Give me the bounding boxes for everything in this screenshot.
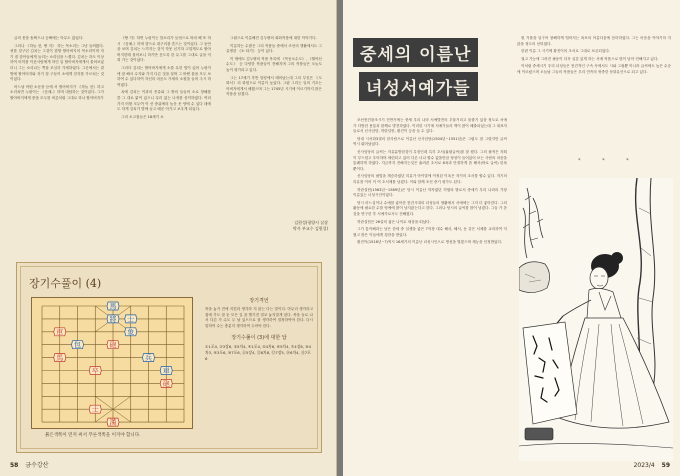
chess-proverb-text: 묵을 놓기 전에 지킴과 생각하 지 않는 다는 말이다. 아무리 생각하고 집에 가도 잘 둔 모든 길 을 빨기전 결코 놓지말게 된다. 묵을 들로 나서 다른 가 수도 두 날 있으므로 잘 생각하여 결정하여야 한다. 다시 말하여 수는 충분히 생각하여 두어야 한다. <box>205 307 313 328</box>
svg-text:漢: 漢 <box>109 418 117 427</box>
chess-answer-moves: ①1포4, ②3장6, ③5차4, ④1포4, ⑤4차6, ⑥5차4, ⑦4장6, ⑧4차3, ⑨3포6, ⑩7포6, ⑪5장4, ⑫6차8, ⑬7장5, ⑭6차4, ⑮7포6 <box>205 344 312 362</box>
title-line-2: 녀성서예가들 <box>359 72 478 101</box>
woman-writing-illustration <box>519 178 673 461</box>
paragraph: 《땅 지》하면 누렁이는 말소리가 들녘으로 따라 해 또 하 시 《음매-》하며 향으로 대구리를 흔드는 것이었다. 그 동안을 보며 김치는 느끼지는 것이 자못 신기하 고맙게도로 할아버지한테 물어보니 하기만 웃도록 한 무그를 그대로 글을 익혀 가는 것이었다. <box>117 36 211 63</box>
paragraph: 이 밖에도 김두량의 작품 목록에 《목동오수도》, 《월야산수도》 등 다양한 작품들이 전해지며 그의 작품들은 오늘도 높이 평가되고 있다. <box>226 56 322 72</box>
section-divider: * * * <box>578 158 639 164</box>
chess-piece-red <box>54 327 66 336</box>
chess-proverb-heading: 장기격언 <box>249 298 269 304</box>
issue-label: 2023/4 <box>633 462 655 469</box>
svg-text:卒: 卒 <box>91 367 99 375</box>
svg-text:兵: 兵 <box>145 354 152 363</box>
paragraph: 당시 마느질이나 수예를 좋아한 봉건시대의 녀성들의 생활에서 서예에는 그저 더 좋아한다. 그의 활동에 필요한 수를 영예에 많이 남지않는다고 한다. 그러나 당시의 글씨를 많이 남겼다. 그들 가 쓴 것을 연구한 후 서예가로서도 전해졌다. <box>353 200 507 216</box>
author-signature <box>293 220 328 232</box>
article-title <box>353 38 503 106</box>
chess-piece-blue <box>107 314 119 323</box>
svg-text:砲: 砲 <box>162 379 170 388</box>
right-footer <box>634 462 670 469</box>
chess-piece-blue <box>125 327 137 336</box>
chess-piece-red <box>89 405 101 414</box>
chess-caption: 붉은색쪽이 먼저 써서 푸른색쪽을 이겨야 합니다. <box>45 433 141 438</box>
paragraph: 그러 소고집들은 18세기 소 <box>121 114 164 119</box>
chess-piece-blue <box>72 340 84 349</box>
calligrapher-illustration <box>519 178 673 461</box>
chess-piece-blue <box>125 314 137 323</box>
right-page <box>343 0 680 476</box>
svg-text:砲: 砲 <box>109 341 117 350</box>
svg-text:將: 將 <box>109 315 117 324</box>
chess-piece-red <box>107 340 119 349</box>
left-text-col-1 <box>10 36 104 236</box>
title-line-1: 중세의 이름난 <box>353 38 478 67</box>
paragraph: 황진이(1516년~?)역시 16세기의 이름난 녀성시인으로 명성을 떨쳤으며 재능을 인정받았다. <box>357 240 503 245</box>
chess-piece-blue <box>160 366 172 375</box>
paragraph: 원 거품을 일구어 창해하게 떨어지는 폭포의 아름다움에 음미하였다. 그는 마음을 이야기하 지 않을 정도의 선비였다. <box>517 36 671 46</box>
chess-board-grid <box>32 298 194 430</box>
chess-piece-red <box>160 379 172 388</box>
paragraph: 권고 가능에 그려진 필둥이 더욱 실감 있게 하는 서예 작품으로 많이 남아 전해지고 있다. <box>521 56 659 61</box>
svg-text:車: 車 <box>162 367 170 375</box>
left-page <box>0 0 337 476</box>
paragraph: 어느날 어떤 소문을 듣에 서 할아버지가 《하늘 천》하고 소리치면 누렁이는 《음매-》하며 대답하는 것이었다. 그가 할아버지에게 묻을 모두를 버릇처럼 그대로 하나 할아버지가 <box>10 84 104 100</box>
paragraph: 그림으로 이름해진 김두량의 회화작품에 대한 이야기다. <box>230 36 317 40</box>
svg-text:士: 士 <box>91 405 99 414</box>
svg-text:士: 士 <box>127 315 135 324</box>
paragraph: 이처럼 중세시기 우리 녀성들은 봉건적인 구속 속에서도 시와 그림뿐 아니라 글씨에도 높은 수준에 이르렀으며 오늘날 그들의 작품들은 우리 민족의 귀중한 문화유산으로 되고 있다. <box>517 64 671 74</box>
chess-board <box>31 297 193 429</box>
page-number: 58 <box>10 462 19 469</box>
chess-puzzle-title: 장기수풀이 (4) <box>29 277 102 290</box>
right-text-col-1 <box>353 118 507 448</box>
svg-text:馬: 馬 <box>109 302 117 311</box>
paragraph: 그러나 《하늘 천, 땅 지》 하는 목소리는 그냥 들려왔다. 귀를 강구던 김치는 그것이 곁방 할아버지의 목소리이며 자기 집 한아들에게 들리는 소리임을 느꼈다. 김치는 하도 이상하여 어허를 이웃사람에게 하인 일 할아버지에게서 물어보았더니 그는 소리나는 쪽을 조심히 가세하였다. 그곳에서는 곁방에 할아버지와 자기 집 구들이 소에게 천자를 가르치는 것이었다. <box>10 43 104 82</box>
chess-puzzle-box <box>16 262 322 453</box>
chess-piece-red <box>54 354 66 363</box>
chess-piece-blue <box>107 302 119 311</box>
paragraph: 그는 17세기 후반 밀양에서 태어났는데 그의 부친은 《도화서》의 화원으로 이름이 높았다. 그림 그리는 일의 기초는 아버지에게서 배웠으며 그는 1745년 시기에 이르기까지 많은 작품을 남겼다. <box>226 75 322 97</box>
paragraph: 신사임당의 필법을 계승하였던 리유가 아이말에 이정된 이옥은 자기의 초서를 할수 있다. 자기의 리유를 이어 이 여 초서체를 남겼다. 이와 함께 조선 중기 평가도 된다. <box>353 174 507 184</box>
chess-answer-heading: 장기수풀이 (3)에 대한 답 <box>231 335 287 342</box>
right-text-col-2 <box>517 36 671 154</box>
paragraph: 허란설헌은 26살의 젊은 나이로 세상을 떠났다. <box>357 219 431 224</box>
svg-text:馬: 馬 <box>56 354 64 363</box>
left-text-col-3 <box>226 36 322 216</box>
svg-text:象: 象 <box>127 328 135 337</box>
svg-text:包: 包 <box>74 341 81 350</box>
paragraph: 조선봉건왕조시기 전반기에는 중세 우리 나라 서예발전의 우물거리고 물줄기 있을 정도로 서예가 다방한 용통과 함께로 발전하였다. 이러한 시기에 서예가들의 책이 많이 배출되었는데 그 대표자들로서 신사임당, 허란설헌, 황진이 등을 들 수 있다. <box>353 118 507 134</box>
magazine-label: 금수강산 <box>25 462 49 469</box>
paragraph: 그가 통이해과는 남은 한세 중 설생을 좋은 7억장 대수 해서, 해서, 동 같은 서체를 교의하여 익혔고 많은 이들에게 칭찬을 받았다. <box>353 227 507 237</box>
chess-piece-blue <box>143 353 155 362</box>
paragraph: 그러다 김치는 할아버지에게 소를 무한 법이 있어 누렁이에 잘 해서 수지와 가지 다른 것을 살며 그 바뀐 물을 모두 보하여 수 있다하여 자신의 마음도 가세의 소원을 들어 주시 하여였다. <box>117 65 211 87</box>
paragraph: 당대 시서화3절의 한사람으로 이름난 신사임당(1504년~1551년)은 그림도 잘 그렸지만 글씨 역시 뛰어났었다. <box>353 136 507 147</box>
paragraph: 신사임당의 글씨는 자유분방한것이 특징인데 특히 초서(흘림글씨)를 잘 썼다. 그의 필적은 자획이 부드럽고 우아하며 세련되고 있어 다른 너나 할수 없을만큼 정성이 들어있어 보는 사람의 마음을 통쾌하게 하였다. 지금까지 전해지는것은 흘려쓴 초서로 6폭과 단정하게 쓴 해서(바로 글씨) 한폭뿐이다. <box>353 149 507 171</box>
left-text-col-2 <box>117 36 211 240</box>
svg-text:車: 車 <box>56 328 64 337</box>
signature-line: 김원성(평양시 실장 <box>294 220 328 225</box>
paragraph: 이름하는 수많은 그의 작품들 중에서 조선의 생활에서도 그 유명한 《소 타기》 등이 있다. <box>226 43 322 54</box>
left-footer <box>10 460 48 469</box>
paragraph: 글의 몽을 돌쩌으나 등빠에는 아무도 없었다. <box>14 36 84 40</box>
chess-solution-column <box>205 297 313 442</box>
chess-piece-red <box>89 366 101 375</box>
paragraph: 옥에 김치는 이과의 종류와 그 밖의 들들어 소로 항해를 쓸 그 대로 맑이 있으니 무리 없는 나귀를 삼이하였다. 여러가지 어떤 모두여 이 선 중위에의 놀운 옷 양에 수 있다 데에도 하게 김치가 발에 들고 배운 아가고 보우게 되었다. <box>117 90 211 112</box>
signature-line: 박사 부교수 김원성) <box>292 226 328 231</box>
chess-piece-red <box>107 418 119 427</box>
paragraph: 허란설헌(1563년~1589년)은 당시 이름난 학자였던 허엽의 딸로서 중세기 우리 나라의 가장 이름있는 너성시인이였다. <box>353 187 507 198</box>
paragraph: 한편 이름 그 시기에 황진이의 초서로 그대로 보존되었다. <box>521 49 610 54</box>
page-number: 59 <box>661 462 670 469</box>
